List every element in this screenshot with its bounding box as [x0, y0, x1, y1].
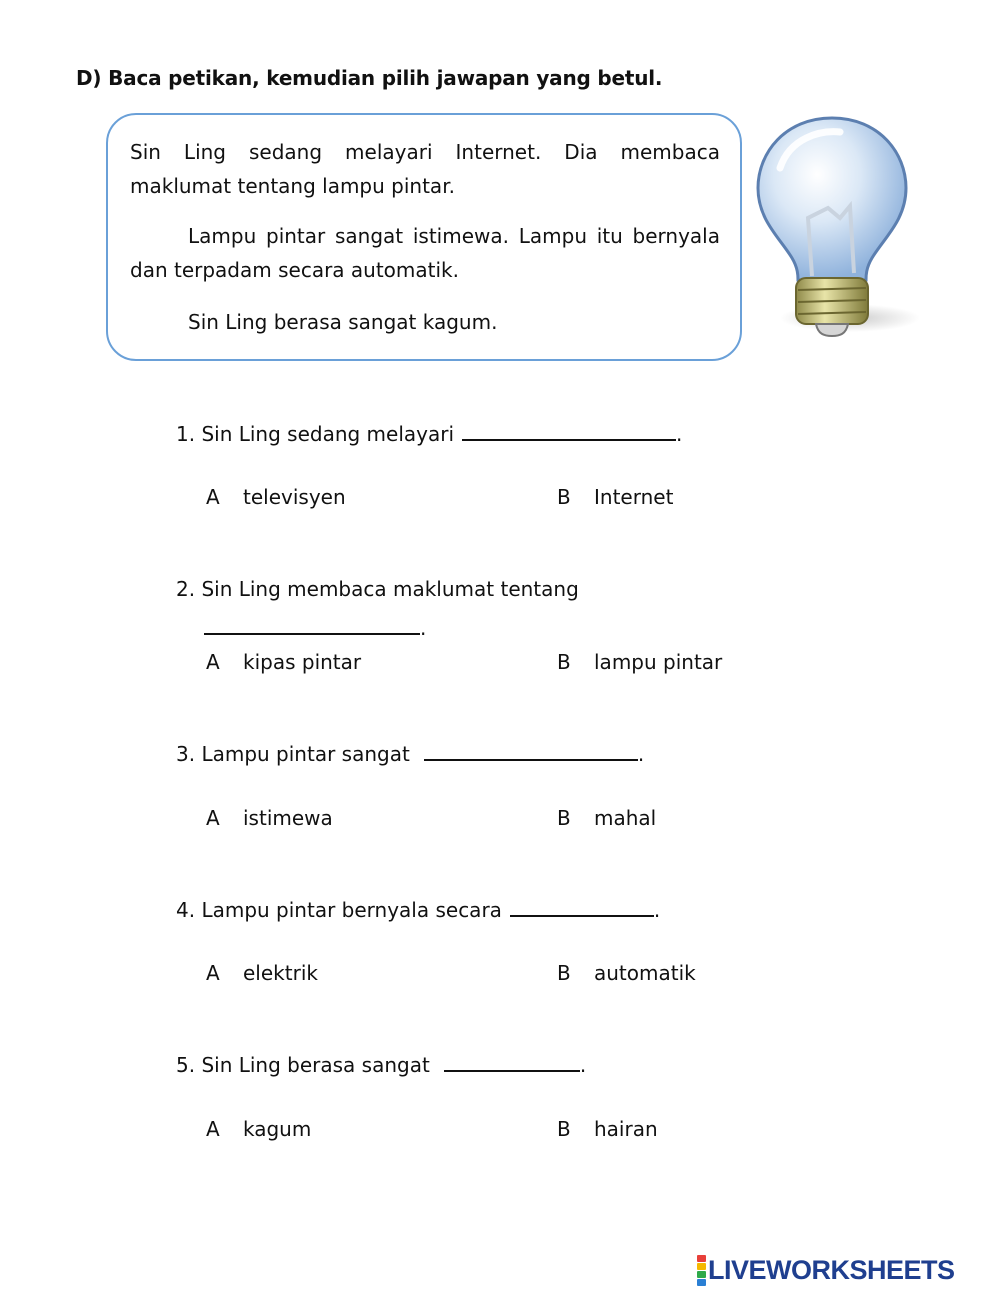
answer-blank-3[interactable] [424, 741, 638, 761]
question-4 [176, 896, 660, 924]
option-letter: B [557, 1117, 571, 1141]
option-letter: A [206, 961, 220, 985]
question-2-text: 2. Sin Ling membaca maklumat tentang [176, 577, 579, 601]
liveworksheets-logo-icon [697, 1255, 706, 1286]
question-2-period: . [420, 616, 427, 640]
option-label: televisyen [243, 485, 346, 509]
option-4a[interactable] [206, 959, 318, 987]
option-letter: B [557, 961, 571, 985]
passage-line-1: Sin Ling sedang melayari Internet. Dia membaca [130, 140, 720, 164]
option-label: istimewa [243, 806, 333, 830]
passage-line-2: maklumat tentang lampu pintar. [130, 174, 455, 198]
option-letter: A [206, 806, 220, 830]
option-4b[interactable] [557, 959, 696, 987]
option-label: Internet [594, 485, 674, 509]
passage-line-3: Lampu pintar sangat istimewa. Lampu itu bernyala [188, 224, 720, 248]
option-label: elektrik [243, 961, 318, 985]
question-2 [176, 575, 579, 603]
question-5 [176, 1051, 586, 1079]
option-1a[interactable] [206, 483, 346, 511]
question-5-text: 5. Sin Ling berasa sangat [176, 1053, 430, 1077]
option-letter: A [206, 1117, 220, 1141]
passage-line-4: dan terpadam secara automatik. [130, 258, 459, 282]
question-4-text: 4. Lampu pintar bernyala secara [176, 898, 502, 922]
question-3-text: 3. Lampu pintar sangat [176, 742, 410, 766]
instruction-heading: D) Baca petikan, kemudian pilih jawapan yang betul. [76, 66, 663, 90]
option-label: mahal [594, 806, 657, 830]
question-1-period: . [676, 422, 683, 446]
option-2a[interactable] [206, 648, 361, 676]
question-3-period: . [637, 742, 645, 766]
option-label: kipas pintar [243, 650, 362, 674]
option-label: automatik [594, 961, 696, 985]
option-label: kagum [243, 1117, 312, 1141]
option-5b[interactable] [557, 1115, 658, 1143]
question-3 [176, 740, 644, 768]
question-1 [176, 420, 682, 448]
option-1b[interactable] [557, 483, 673, 511]
option-letter: B [557, 806, 571, 830]
option-label: hairan [594, 1117, 658, 1141]
option-2b[interactable] [557, 648, 722, 676]
liveworksheets-brand[interactable] [697, 1254, 955, 1286]
answer-blank-2[interactable] [204, 615, 420, 635]
question-2-blank-line [198, 614, 426, 642]
passage-line-5: Sin Ling berasa sangat kagum. [188, 310, 498, 334]
option-3a[interactable] [206, 804, 333, 832]
option-letter: A [206, 485, 220, 509]
option-5a[interactable] [206, 1115, 311, 1143]
answer-blank-4[interactable] [510, 897, 654, 917]
answer-blank-1[interactable] [462, 421, 676, 441]
question-5-period: . [579, 1053, 587, 1077]
option-letter: A [206, 650, 220, 674]
option-letter: B [557, 485, 571, 509]
light-bulb-icon [750, 108, 925, 343]
question-1-text: 1. Sin Ling sedang melayari [176, 422, 455, 446]
option-label: lampu pintar [594, 650, 723, 674]
brand-name: LIVEWORKSHEETS [708, 1254, 955, 1285]
option-letter: B [557, 650, 571, 674]
answer-blank-5[interactable] [444, 1052, 580, 1072]
question-4-period: . [653, 898, 661, 922]
option-3b[interactable] [557, 804, 656, 832]
